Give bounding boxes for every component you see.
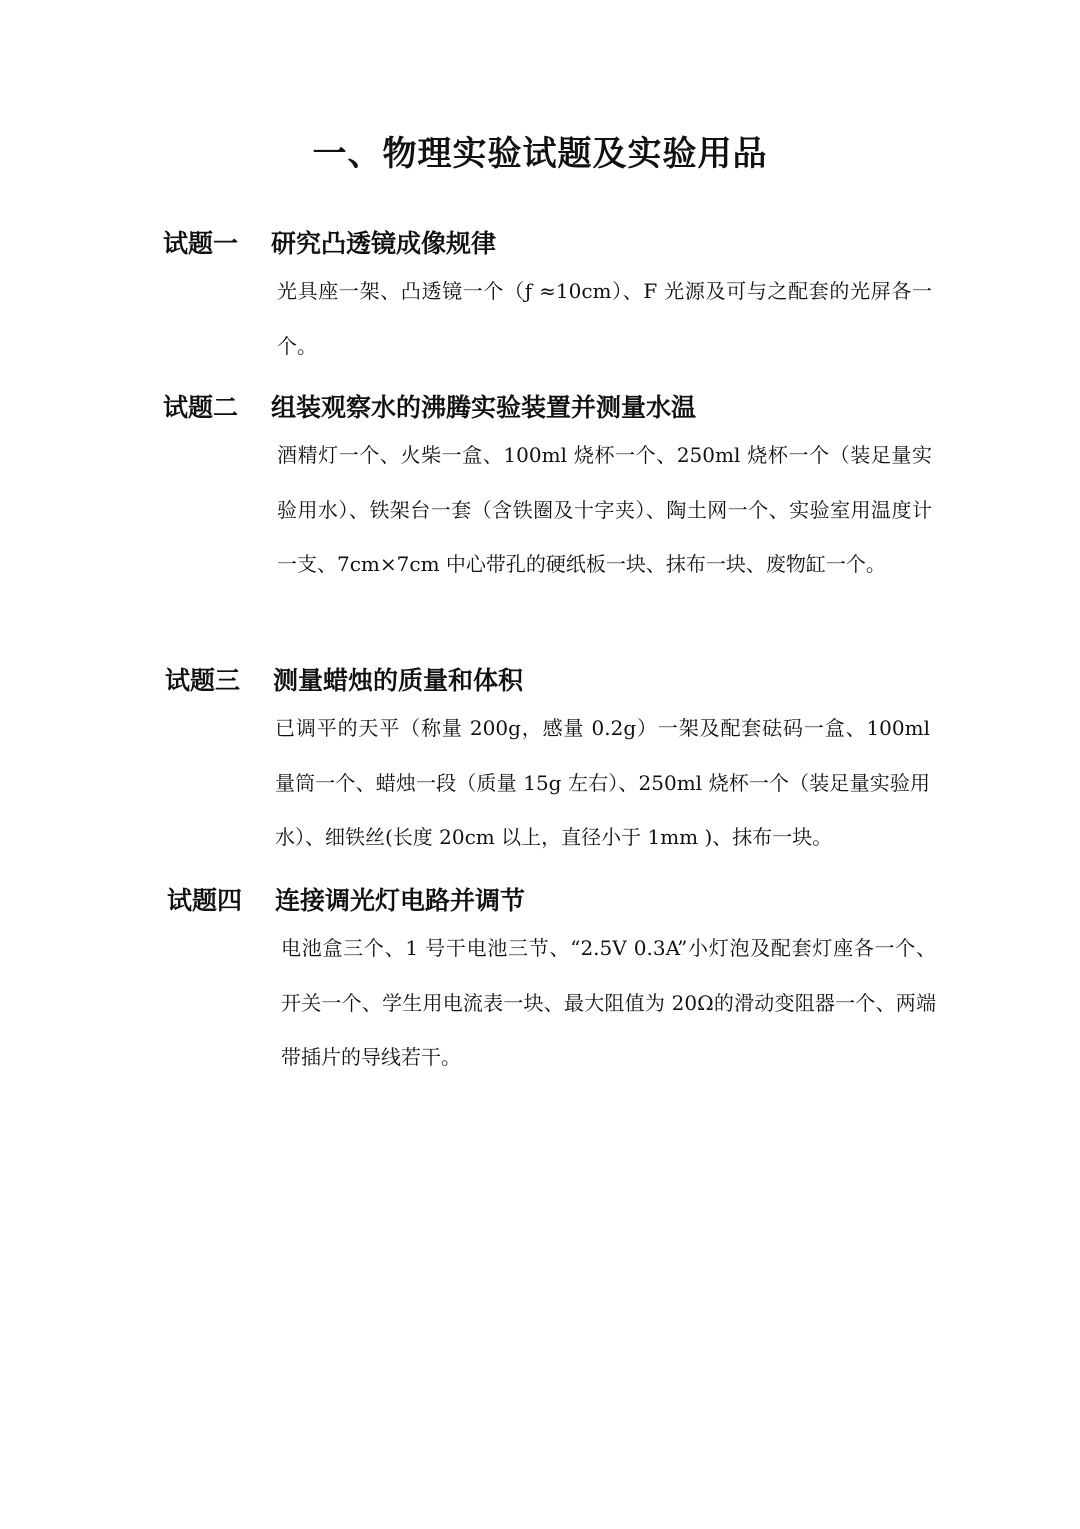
section-title: 连接调光灯电路并调节	[275, 886, 526, 915]
section-body: 电池盒三个、1 号干电池三节、“2.5V 0.3A”小灯泡及配套灯座各一个、开关一个、学生用电流表一块、最大阻值为 20Ω的滑动变阻器一个、两端带插片的导线若干。	[281, 936, 936, 1069]
section-heading	[163, 224, 496, 264]
section-label: 试题一	[163, 229, 239, 258]
section-title: 研究凸透镜成像规律	[271, 229, 497, 258]
section-body: 已调平的天平（称量 200g，感量 0.2g）一架及配套砝码一盒、100ml 量筒一个、蜡烛一段（质量 15g 左右）、250ml 烧杯一个（装足量实验用水）、细铁丝(长度 20cm 以上，直径小于 1mm )、抹布一块。	[275, 716, 930, 849]
section-label: 试题三	[165, 666, 241, 695]
section-title: 组装观察水的沸腾实验装置并测量水温	[271, 393, 697, 422]
section-heading	[167, 881, 525, 921]
section-body: 酒精灯一个、火柴一盒、100ml 烧杯一个、250ml 烧杯一个（装足量实验用水）、铁架台一套（含铁圈及十字夹）、陶土网一个、实验室用温度计一支、7cm×7cm 中心带孔的硬纸板一块、抹布一块、废物缸一个。	[277, 443, 932, 576]
page-title: 一、物理实验试题及实验用品	[312, 134, 768, 174]
section-title: 测量蜡烛的质量和体积	[273, 666, 524, 695]
section-heading	[165, 661, 523, 701]
section-heading	[163, 388, 696, 428]
section-body: 光具座一架、凸透镜一个（ƒ ≈10cm）、F 光源及可与之配套的光屏各一个。	[277, 279, 932, 358]
section-label: 试题四	[167, 886, 243, 915]
section-label: 试题二	[163, 393, 239, 422]
